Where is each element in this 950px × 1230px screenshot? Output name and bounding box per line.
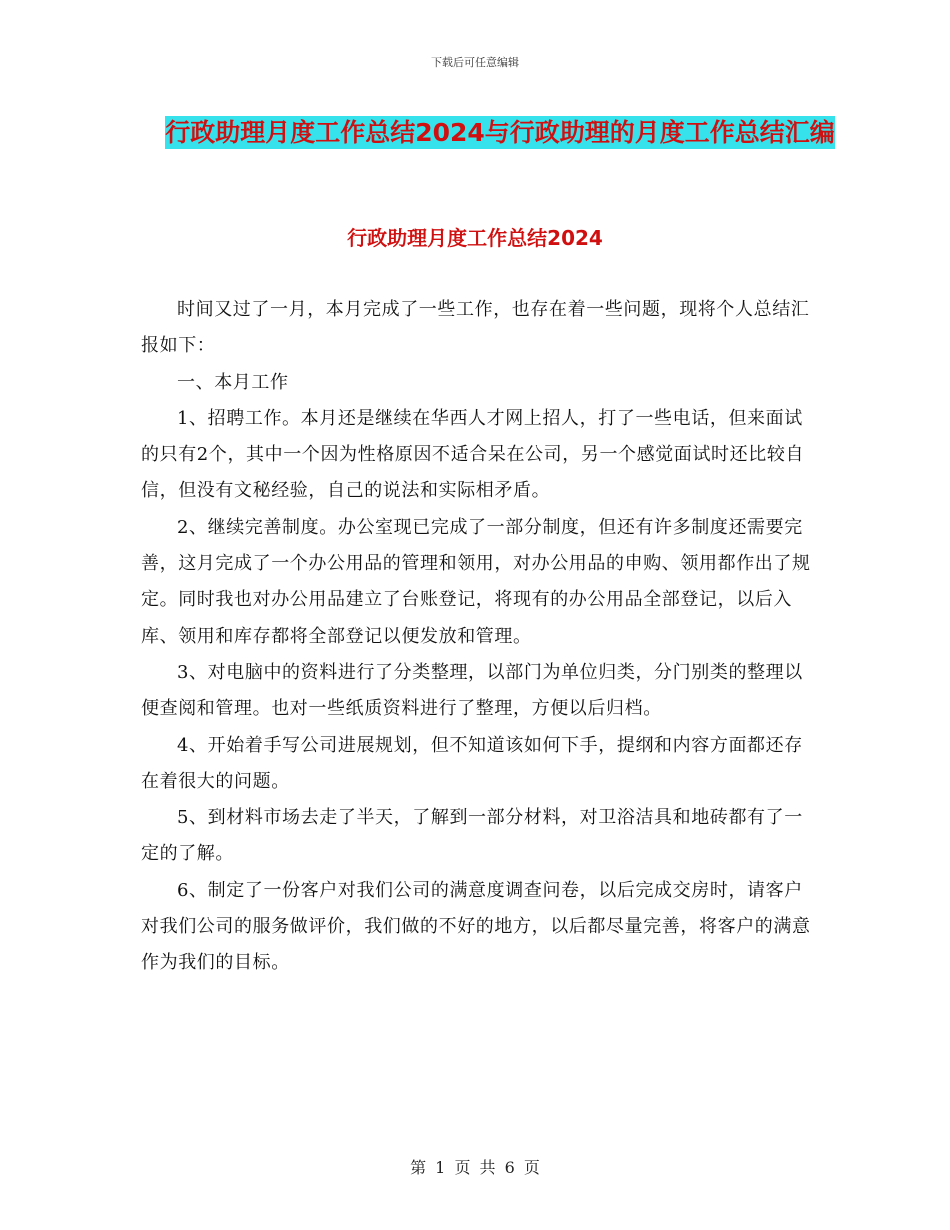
document-title [120,110,880,156]
page-footer: 第 1 页 共 6 页 [410,1158,540,1177]
section-title: 行政助理月度工作总结2024 [347,226,603,250]
paragraph-item-5: 5、到材料市场去走了半天，了解到一部分材料，对卫浴洁具和地砖都有了一定的了解。 [141,807,803,865]
document-title-text: 行政助理月度工作总结2024与行政助理的月度工作总结汇编 [165,118,835,147]
paragraph-item-2: 2、继续完善制度。办公室现已完成了一部分制度，但还有许多制度还需要完善，这月完成了一个办公用品的管理和领用，对办公用品的申购、领用都作出了规定。同时我也对办公用品建立了台账登记，将现有的办公用品全部登记，以后入库、领用和库存都将全部登记以便发放和管理。 [141,516,811,647]
paragraph-item-1: 1、招聘工作。本月还是继续在华西人才网上招人，打了一些电话，但来面试的只有2个，其中一个因为性格原因不适合呆在公司，另一个感觉面试时还比较自信，但没有文秘经验，自己的说法和实际相矛盾。 [141,407,805,502]
document-body [141,292,813,982]
header-note: 下载后可任意编辑 [431,56,519,69]
paragraph-item-4: 4、开始着手写公司进展规划，但不知道该如何下手，提纲和内容方面都还存在着很大的问题。 [141,734,803,792]
paragraph-heading-this-month: 一、本月工作 [177,371,289,393]
paragraph-item-3: 3、对电脑中的资料进行了分类整理，以部门为单位归类，分门别类的整理以便查阅和管理。也对一些纸质资料进行了整理，方便以后归档。 [141,661,803,720]
paragraph-intro: 时间又过了一月，本月完成了一些工作，也存在着一些问题，现将个人总结汇报如下： [141,299,810,357]
paragraph-item-6: 6、制定了一份客户对我们公司的满意度调查问卷，以后完成交房时，请客户对我们公司的服务做评价，我们做的不好的地方，以后都尽量完善，将客户的满意作为我们的目标。 [141,879,811,974]
